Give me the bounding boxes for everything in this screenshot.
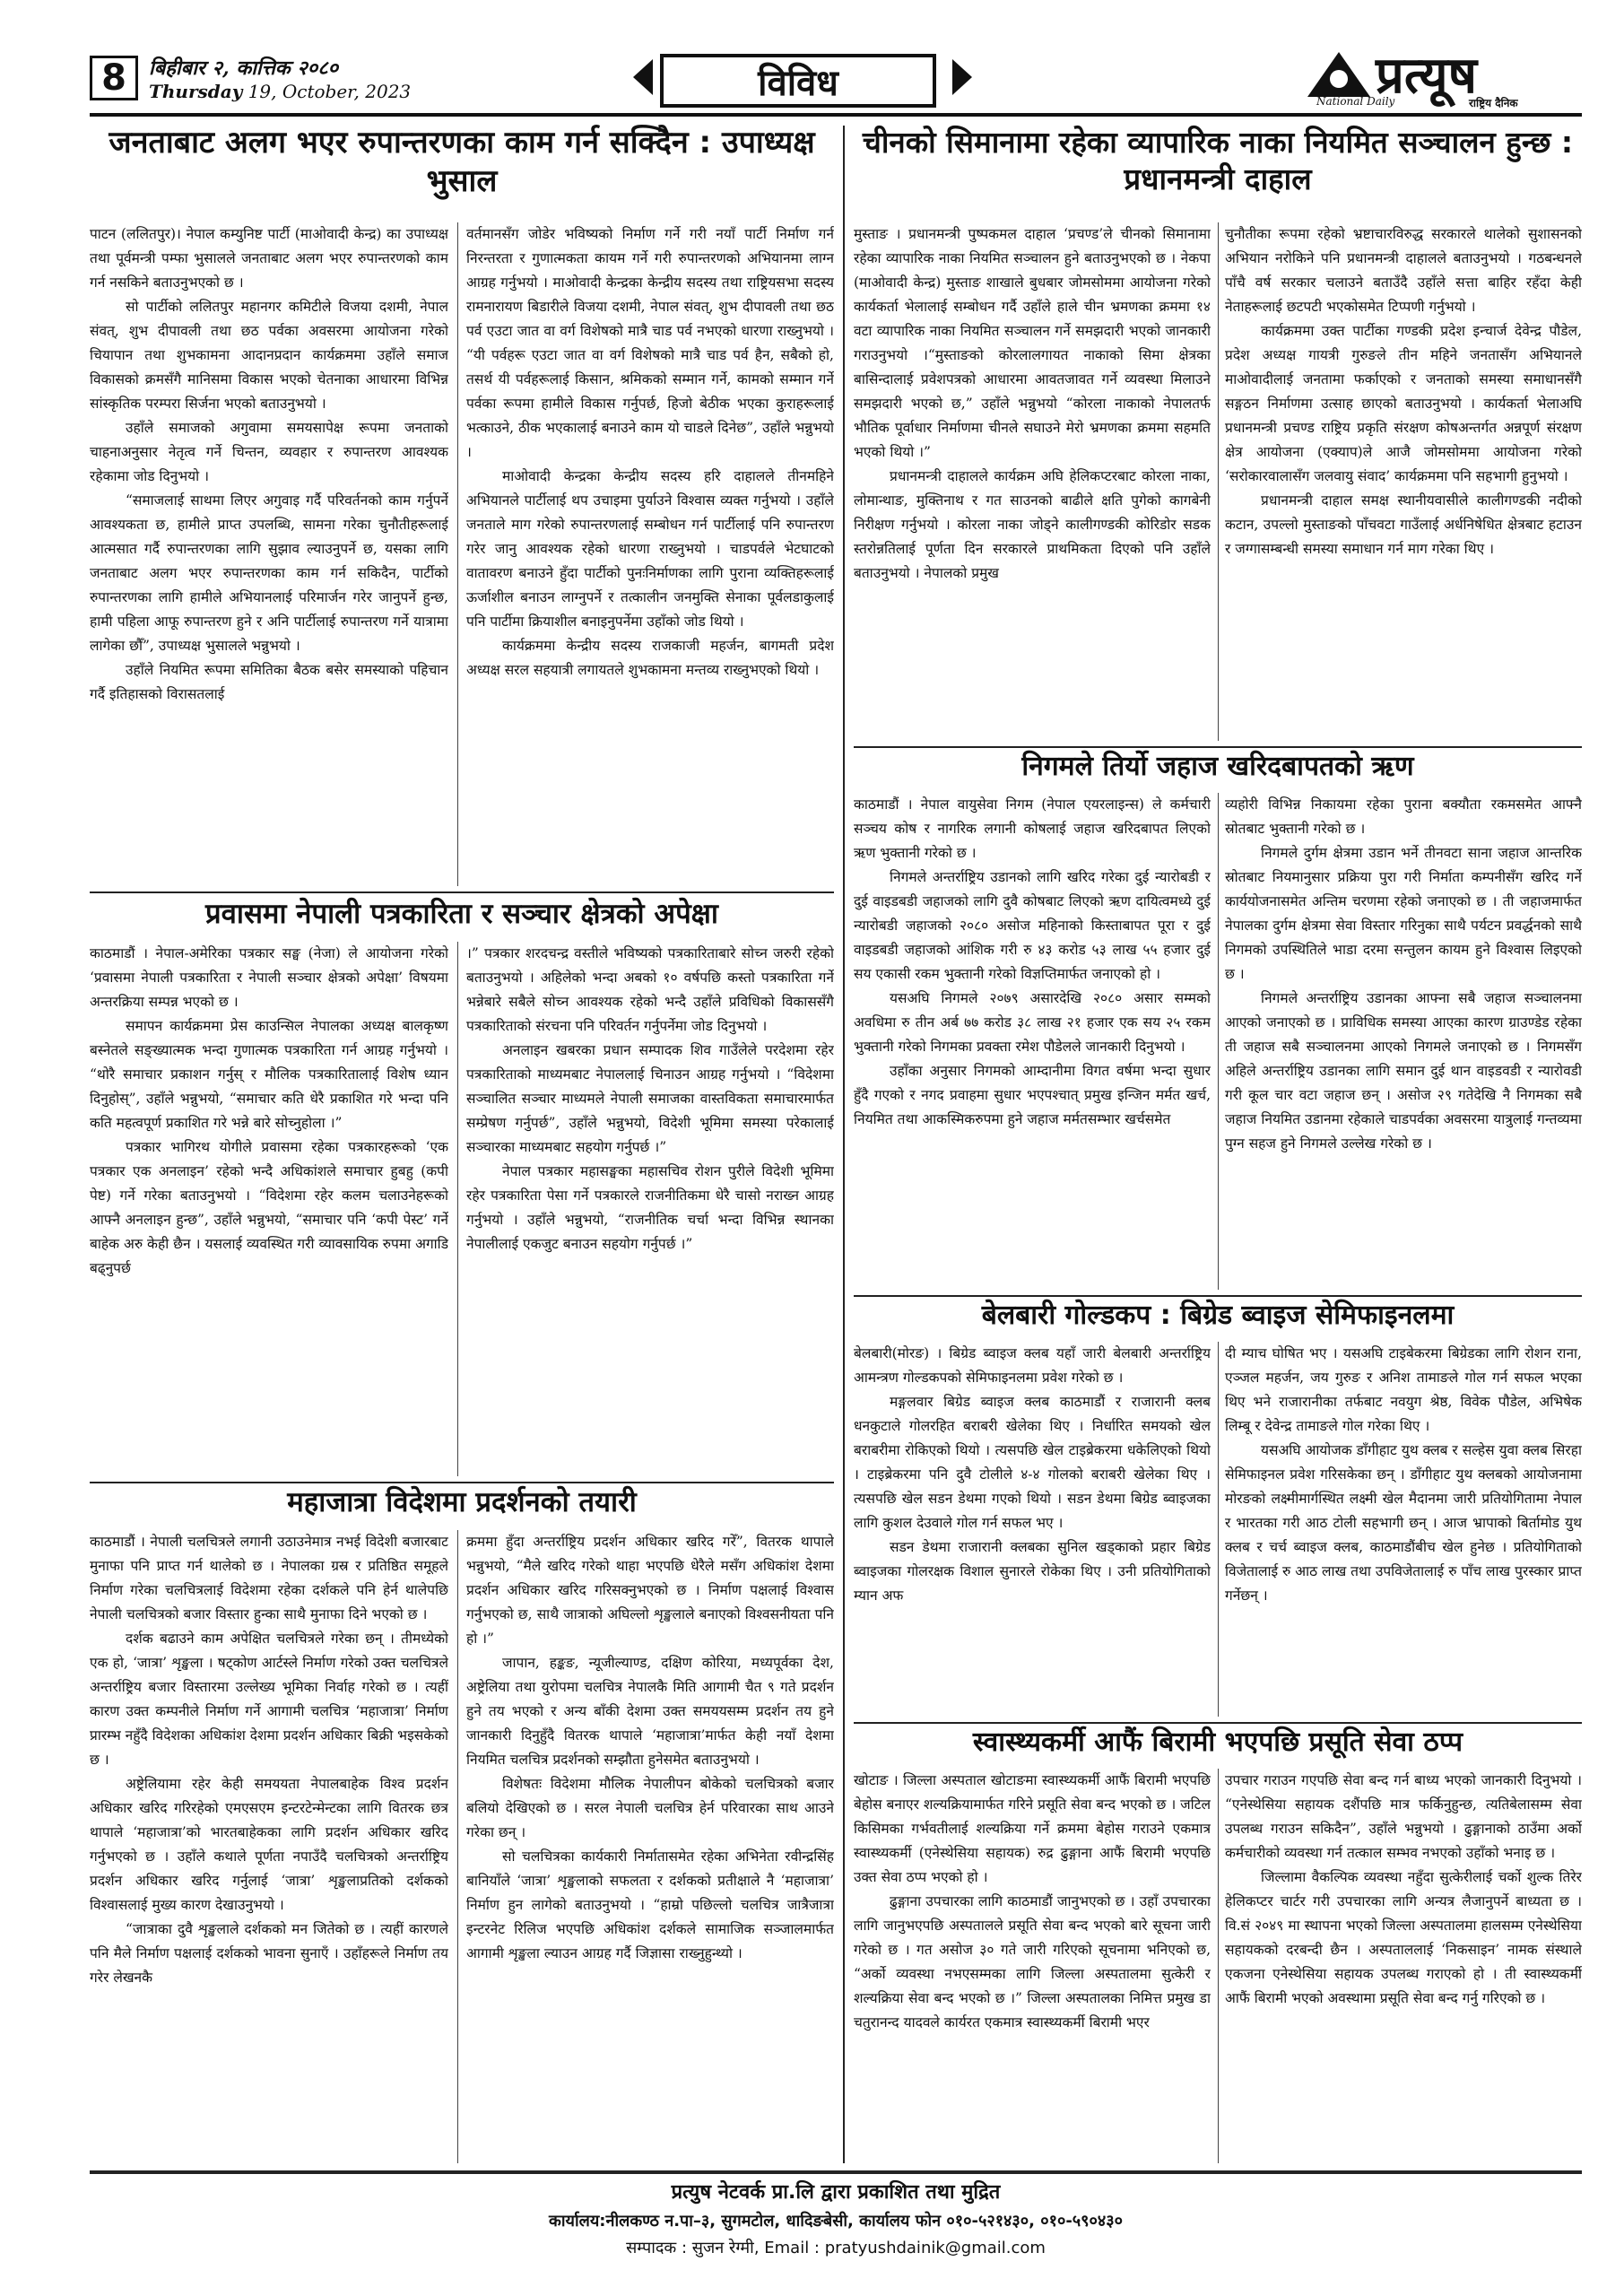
footer-publisher: प्रत्युष नेटवर्क प्रा.लि द्वारा प्रकाशित तथा मुद्रित [671,2181,1001,2204]
article-3-headline: महाजात्रा विदेशमा प्रदर्शनको तयारी [287,1486,637,1518]
article-5-headline-box [854,750,1582,784]
header-rule [90,113,1582,117]
article-7-headline-box [854,1726,1582,1760]
paragraph: दी म्याच घोषित भए । यसअघि टाइबेकरमा बिग्रेडका लागि रोशन राना, एञ्जल महर्जन, जय गुरुङ र अनिश तामाङले गोल गर्न सफल भएका थिए भने राजारानीका तर्फबाट नवयुग श्रेष्ठ, विवेक पौडेल, अभिषेक लिम्बू र देवेन्द्र तामाङले गोल गरेका थिए । [1225,1345,1582,1434]
paragraph: अनलाइन खबरका प्रधान सम्पादक शिव गाउँलेले परदेशमा रहेर पत्रकारिताको माध्यमबाट नेपाललाई चिनाउन आग्रह गर्नुभयो । “विदेशमा सञ्चालित सञ्चार माध्यमले नेपाली समाजका वास्तविकता समाचारमार्फत सम्प्रेषण गर्नुपर्छ”, उहाँले भन्नुभयो, विदेशी भूमिमा समस्या परेकालाई सञ्चारका माध्यमबाट सहयोग गर्नुपर्छ ।” [466,1042,834,1155]
column-divider [457,1530,458,2163]
page-number: 8 [90,56,138,100]
article-3-column-1 [90,1530,448,2165]
column-divider [1218,1769,1219,2163]
date-nepali: बिहीबार २, कात्तिक २०८० [149,57,339,80]
paragraph: क्रममा हुँदा अन्तर्राष्ट्रिय प्रदर्शन अधिकार खरिद गरेँ”, वितरक थापाले भन्नुभयो, “मैले खरिद गरेको थाहा भएपछि धेरैले मसँग अधिकांश देशमा प्रदर्शन अधिकार खरिद गरिसक्नुभएको छ । निर्माण पक्षलाई विश्वास गर्नुभएको छ, साथै जात्राको अघिल्लो शृङ्खलाले बनाएको विश्वसनीयता पनि हो ।” [466,1534,834,1647]
article-divider [854,746,1582,748]
article-1-column-2 [466,222,834,888]
paragraph: पाटन (ललितपुर)। नेपाल कम्युनिष्ट पार्टी (माओवादी केन्द्र) का उपाध्यक्ष तथा पूर्वमन्त्री पम्फा भुसालले जनताबाट अलग भएर रुपान्तरणको काम गर्न नसकिने बताउनुभएको छ । [90,226,448,291]
paragraph: जापान, हङ्कङ, न्यूजील्याण्ड, दक्षिण कोरिया, मध्यपूर्वका देश, अष्ट्रेलिया तथा युरोपमा चलचित्र नेपालकै मिति आगामी चैत ९ गते प्रदर्शन हुने तय भएको र अन्य बाँकी देशमा उक्त समययसम्म प्रदर्शन तय हुने जानकारी दिनुहुँदै वितरक थापाले ‘महाजात्रा’मार्फत केही नयाँ देशमा नियमित चलचित्र प्रदर्शनको सम्झौता हुनेसमेत बताउनुभयो । [466,1655,834,1768]
paragraph: प्रधानमन्त्री दाहालले कार्यक्रम अघि हेलिकप्टरबाट कोरला नाका, लोमान्थाङ, मुक्तिनाथ र गत साउनको बाढीले क्षति पुगेको कागबेनी निरीक्षण गर्नुभयो । कोरला नाका जोड्ने कालीगण्डकी कोरिडोर सडक स्तरोन्नतिलाई पूर्णता दिन सरकारले प्राथमिकता दिएको पनि उहाँले बताउनुभयो । नेपालको प्रमुख [854,468,1211,581]
article-5-column-2 [1225,793,1582,1292]
article-4-headline: चीनको सिमानामा रहेका व्यापारिक नाका नियमित सञ्चालन हुन्छ : प्रधानमन्त्री दाहाल [862,125,1574,197]
article-2-headline: प्रवासमा नेपाली पत्रकारिता र सञ्चार क्षेत्रको अपेक्षा [205,898,718,930]
column-divider [457,942,458,1476]
paragraph: अष्ट्रेलियामा रहेर केही समययता नेपालबाहेक विश्व प्रदर्शन अधिकार खरिद गरिरहेको एमएसएम इन्टरटेन्मेन्टका लागि वितरक छत्र थापाले ‘महाजात्रा’को भारतबाहेकका लागि प्रदर्शन अधिकार खरिद गर्नुभएको छ । उहाँले कथाले पूर्णता नपाउँदै चलचित्रको अन्तर्राष्ट्रिय प्रदर्शन अधिकार खरिद गर्नुलाई ‘जात्रा’ शृङ्खलाप्रतिको दर्शकको विश्वासलाई मुख्य कारण देखाउनुभयो । [90,1776,448,1913]
section-title: विविध [660,54,936,108]
article-5-headline: निगमले तिर्यो जहाज खरिदबापतको ऋण [1021,751,1414,782]
paragraph: समापन कार्यक्रममा प्रेस काउन्सिल नेपालका अध्यक्ष बालकृष्ण बस्नेतले सङ्ख्यात्मक भन्दा गुणात्मक पत्रकारिता गर्न आग्रह गर्नुभयो । “थोरै समाचार प्रकाशन गर्नुस् र मौलिक पत्रकारितालाई विशेष ध्यान दिनुहोस्”, उहाँले भन्नुभयो, “समाचार कति धेरै प्रकाशित गरे भन्दा पनि कति महत्वपूर्ण प्रकाशित गरे भन्ने बारे सोच्नुहोला ।” [90,1018,448,1131]
article-2-headline-box [90,897,834,932]
paragraph: मङ्गलवार बिग्रेड ब्वाइज क्लब काठमाडौं र राजारानी क्लब धनकुटाले गोलरहित बराबरी खेलेका थिए । निर्धारित समयको खेल बराबरीमा रोकिएको थियो । त्यसपछि खेल टाइब्रेकरमा धकेलिएको थियो । टाइब्रेकरमा पनि दुवै टोलीले ४-४ गोलको बराबरी खेलेका थिए । त्यसपछि खेल सडन डेथमा गएको थियो । सडन डेथमा बिग्रेड ब्वाइजका लागि कुशल देउवाले गोल गर्न सफल भए । [854,1394,1211,1531]
footer-editor: सम्पादक : सुजन रेग्मी, Email : pratyushdainik@gmail.com [626,2239,1046,2257]
day-english: Thursday [149,81,243,102]
article-6-column-2 [1225,1342,1582,1718]
article-1-headline: जनताबाट अलग भएर रुपान्तरणका काम गर्न सक्दिैन : उपाध्यक्ष भुसाल [109,125,815,199]
paragraph: निगमले अन्तर्राष्ट्रिय उडानको लागि खरिद गरेका दुई न्यारोबडी र दुई वाइडबडी जहाजको लागि दुवै कोषबाट लिएको ऋण दायित्वमध्ये दुई न्यारोबडी जहाजको २०८० असोज महिनाको किस्ताबापत पूरा र दुई वाइडबडी जहाजको आंशिक गरी रु ४३ करोड ५३ लाख ५५ हजार दुई सय एकासी रकम भुक्तानी गरेको विज्ञप्तिमार्फत जनाएको हो । [854,869,1211,982]
article-4-column-2 [1225,222,1582,743]
article-4-column-1 [854,222,1211,743]
article-3-headline-box [90,1485,834,1520]
paragraph: मुस्ताङ । प्रधानमन्त्री पुष्पकमल दाहाल ‘प्रचण्ड’ले चीनको सिमानामा रहेका व्यापारिक नाका नियमित सञ्चालन हुने बताउनुभएको छ । नेकपा (माओवादी केन्द्र) मुस्ताङ शाखाले बुधबार जोमसोममा आयोजना गरेको कार्यकर्ता भेलालाई सम्बोधन गर्दै उहाँले हाले चीन भ्रमणका क्रममा १४ वटा व्यापारिक नाका नियमित सञ्चालन गर्ने समझदारी भएको जानकारी गराउनुभयो ।“मुस्ताङको कोरलालगायत नाकाको सिमा क्षेत्रका बासिन्दालाई प्रवेशपत्रको आधारमा आवतजावत गर्ने व्यवस्था मिलाउने समझदारी भएको छ,” उहाँले भन्नुभयो “कोरला नाकाको नेपालतर्फ भौतिक पूर्वाधार निर्माणमा चीनले सघाउने मेरो भ्रमणका क्रममा सहमति भएको थियो ।” [854,226,1211,460]
paragraph: निगमले अन्तर्राष्ट्रिय उडानका आफ्ना सबै जहाज सञ्चालनमा आएको जनाएको छ । प्राविधिक समस्या आएका कारण ग्राउण्डेड रहेका ती जहाज सबै सञ्चालनमा आएको निगमले जनाएको छ । निगमसँग अहिले अन्तर्राष्ट्रिय उडानका लागि समान दुई थान वाइडवडी र न्यारोवडी गरी कूल चार वटा जहाज छन् । असोज २९ गतेदेखि नै निगमका सबै जहाज नियमित उडानमा रहेकाले चाडपर्वका अवसरमा यात्रुलाई गन्तव्यमा पुग्न सहज हुने निगमले उल्लेख गरेको छ । [1225,990,1582,1152]
article-4-headline-box [854,124,1582,198]
article-divider [854,1295,1582,1297]
newspaper-logo [1298,43,1582,109]
paragraph: नेपाल पत्रकार महासङ्घका महासचिव रोशन पुरीले विदेशी भूमिमा रहेर पत्रकारिता पेसा गर्ने पत्रकारले राजनीतिकमा धेरै चासो नराख्न आग्रह गर्नुभयो । उहाँले भन्नुभयो, “राजनीतिक चर्चा भन्दा विभिन्न स्थानका नेपालीलाई एकजुट बनाउन सहयोग गर्नुपर्छ ।” [466,1163,834,1252]
date-english-value: 19, October, 2023 [248,81,412,102]
paragraph: ।” पत्रकार शरदचन्द्र वस्तीले भविष्यको पत्रकारिताबारे सोच्न जरुरी रहेको बताउनुभयो । अहिलेको भन्दा अबको १० वर्षपछि कस्तो पत्रकारिता गर्ने भन्नेबारे सबैले सोच्न आवश्यक रहेको भन्दै उहाँले प्रविधिको विकाससँगै पत्रकारिताको संरचना पनि परिवर्तन गर्नुपर्नेमा जोड दिनुभयो । [466,945,834,1034]
paragraph: निगमले दुर्गम क्षेत्रमा उडान भर्ने तीनवटा साना जहाज आन्तरिक स्रोतबाट नियमानुसार प्रक्रिया पुरा गरी निर्माता कम्पनीसँग खरिद गर्ने कार्ययोजनासमेत अन्तिम चरणमा रहेको जनाएको छ । ती जहाजमार्फत नेपालका दुर्गम क्षेत्रमा सेवा विस्तार गरिनुका साथै पर्यटन प्रवर्द्धनको साथै निगमको उपस्थितिले भाडा दरमा सन्तुलन कायम हुने विश्वास लिइएको छ । [1225,845,1582,982]
logo-text: प्रत्यूष [1376,47,1477,105]
article-6-headline: बेलबारी गोल्डकप : बिग्रेड ब्वाइज सेमिफाइनलमा [981,1300,1455,1331]
article-6-column-1 [854,1342,1211,1718]
logo-subtitle-en: National Daily [1316,95,1395,108]
paragraph: यसअघि निगमले २०७९ असारदेखि २०८० असार सम्मको अवधिमा रु तीन अर्ब ७७ करोड ३८ लाख २१ हजार एक सय २५ रकम भुक्तानी गरेको निगमका प्रवक्ता रमेश पौडेलले जानकारी दिनुभयो । [854,990,1211,1055]
footer-office: कार्यालय:नीलकण्ठ न.पा–३, सुगमटोल, धादिङबेसी, कार्यालय फोन ०१०-५२१४३०, ०१०-५९०४३० [549,2212,1123,2231]
paragraph: काठमाडौं । नेपाली चलचित्रले लगानी उठाउनेमात्र नभई विदेशी बजारबाट मुनाफा पनि प्राप्त गर्न थालेको छ । नेपालका ग्रस्र र प्रतिष्ठित समूहले निर्माण गरेका चलचित्रलाई विदेशमा रहेका दर्शकले पनि हेर्न थालेपछि नेपाली चलचित्रको बजार विस्तार हुन्का साथै मुनाफा दिने भएको छ । [90,1534,448,1622]
paragraph: कार्यक्रममा केन्द्रीय सदस्य राजकाजी महर्जन, बागमती प्रदेश अध्यक्ष सरल सहयात्री लगायतले शुभकामना मन्तव्य राख्नुभएको थियो । [466,638,834,678]
article-6-headline-box [854,1299,1582,1333]
paragraph: सो चलचित्रका कार्यकारी निर्मातासमेत रहेका अभिनेता रवीन्द्रसिंह बानियाँले ‘जात्रा’ शृङ्खलाको सफलता र दर्शकको प्रतीक्षाले नै ‘महाजात्रा’ निर्माण हुन लागेको बताउनुभयो । “हाम्रो पछिल्लो चलचित्र जात्रैजात्रा इन्टरनेट रिलिज भएपछि अधिकांश दर्शकले सामाजिक सञ्जालमार्फत आगामी शृङ्खला ल्याउन आग्रह गर्दै जिज्ञासा राख्नुहुन्थ्यो । [466,1848,834,1961]
column-divider [1218,1342,1219,1717]
paragraph: उहाँले समाजको अगुवामा समयसापेक्ष रूपमा जनताको चाहनाअनुसार नेतृत्व गर्ने चिन्तन, व्यवहार र रुपान्तरण आवश्यक रहेकामा जोड दिनुभयो । [90,420,448,484]
paragraph: सडन डेथमा राजारानी क्लबका सुनिल खड्काको प्रहार बिग्रेड ब्वाइजका गोलरक्षक विशाल सुनारले रोकेका थिए । उनी प्रतियोगिताको म्यान अफ [854,1539,1211,1604]
paragraph: खोटाङ । जिल्ला अस्पताल खोटाङमा स्वास्थ्यकर्मी आफैं बिरामी भएपछि बेहोस बनाएर शल्यक्रियामार्फत गरिने प्रसूति सेवा बन्द भएको छ । जटिल किसिमका गर्भवतीलाई शल्यक्रिया गर्ने क्रममा बेहोस गराउने एकमात्र स्वास्थ्यकर्मी (एनेस्थेसिया सहायक) रुद्र ढुङ्गाना आफैं बिरामी भएपछि उक्त सेवा ठप्प भएको हो । [854,1772,1211,1885]
column-divider [1218,222,1219,741]
article-7-column-1 [854,1769,1211,2165]
paragraph: दर्शक बढाउने काम अपेक्षित चलचित्रले गरेका छन् । तीमध्येको एक हो, ‘जात्रा’ शृङ्खला । षट्कोण आर्टस्ले निर्माण गरेको उक्त चलचित्रले अन्तर्राष्ट्रिय बजार विस्तारमा उल्लेख्य भूमिका निर्वाह गरेको छ । त्यहीं कारण उक्त कम्पनीले निर्माण गर्ने आगामी चलचित्र ‘महाजात्रा’ निर्माण प्रारम्भ नहुँदै विदेशका अधिकांश देशमा प्रदर्शन अधिकार बिक्री भइसकेको छ । [90,1631,448,1768]
paragraph: काठमाडौं । नेपाल-अमेरिका पत्रकार सङ्घ (नेजा) ले आयोजना गरेको ‘प्रवासमा नेपाली पत्रकारिता र नेपाली सञ्चार क्षेत्रको अपेक्षा’ विषयमा अन्तरक्रिया सम्पन्न भएको छ । [90,945,448,1010]
paragraph: पत्रकार भागिरथ योगीले प्रवासमा रहेका पत्रकारहरूको ‘एक पत्रकार एक अनलाइन’ रहेको भन्दै अधिकांशले समाचार हुबहु (कपी पेष्ट) गर्ने गरेका बताउनुभयो । “विदेशमा रहेर कलम चलाउनेहरूको आफ्नै अनलाइन हुन्छ”, उहाँले भन्नुभयो, “समाचार पनि ‘कपी पेस्ट’ गर्ने बाहेक अरु केही छैन । यसलाई व्यवस्थित गरी व्यावसायिक रुपमा अगाडि बढ्नुपर्छ [90,1139,448,1276]
article-divider [90,1482,834,1483]
paragraph: सो पार्टीको ललितपुर महानगर कमिटीले विजया दशमी, नेपाल संवत्, शुभ दीपावली तथा छठ पर्वका अवसरमा आयोजना गरेको चियापान तथा शुभकामना आदानप्रदान कार्यक्रममा उहाँले समाज विकासको क्रमसँगै मानिसमा विकास भएको चेतनाका आधारमा विभिन्न सांस्कृतिक परम्परा सिर्जना भएको बताउनुभयो । [90,299,448,412]
article-2-column-1 [90,942,448,1478]
paragraph: कार्यक्रममा उक्त पार्टीका गण्डकी प्रदेश इन्चार्ज देवेन्द्र पौडेल, प्रदेश अध्यक्ष गायत्री गुरुङले तीन महिने जनतासँग अभियानले माओवादीलाई जनतामा फर्काएको र जनताको समस्या समाधानसँगै सङ्गठन निर्माणमा उत्साह छाएको बताउनुभयो । कार्यकर्ता भेलाअघि प्रधानमन्त्री प्रचण्ड राष्ट्रिय प्रकृति संरक्षण कोषअन्तर्गत अन्नपूर्ण संरक्षण क्षेत्र आयोजना (एक्याप)ले आजै जोमसोममा आयोजना गरेको ‘सरोकारवालासँग जलवायु संवाद’ कार्यक्रममा पनि सहभागी हुनुभयो । [1225,323,1582,484]
arrow-right-icon [952,59,972,95]
article-1-headline-box [90,124,834,200]
paragraph: प्रधानमन्त्री दाहाल समक्ष स्थानीयवासीले कालीगण्डकी नदीको कटान, उपल्लो मुस्ताङको पाँचवटा गाउँलाई अर्धनिषेधित क्षेत्रबाट हटाउन र जग्गासम्बन्धी समस्या समाधान गर्न माग गरेका थिए । [1225,492,1582,557]
paragraph: जिल्लामा वैकल्पिक व्यवस्था नहुँदा सुत्केरीलाई चर्को शुल्क तिरेर हेलिकप्टर चार्टर गरी उपचारका लागि अन्यत्र लैजानुपर्ने बाध्यता छ । वि.सं २०४९ मा स्थापना भएको जिल्ला अस्पतालमा हालसम्म एनेस्थेसिया सहायकको दरबन्दी छैन । अस्पताललाई ‘निकसाइन’ नामक संस्थाले एकजना एनेस्थेसिया सहायक उपलब्ध गराएको हो । ती स्वास्थ्यकर्मी आफैं बिरामी भएको अवस्थामा प्रसूति सेवा बन्द गर्नु गरिएको छ । [1225,1869,1582,2006]
paragraph: उहाँका अनुसार निगमको आम्दानीमा विगत वर्षमा भन्दा सुधार हुँदै गएको र नगद प्रवाहमा सुधार भएपश्चात् प्रमुख इन्जिन मर्मत खर्च, नियमित तथा आकस्मिकरुपमा हुने जहाज मर्मतसम्भार खर्चसमेत [854,1063,1211,1127]
paragraph: यसअघि आयोजक डाँगीहाट युथ क्लब र सल्हेस युवा क्लब सिरहा सेमिफाइनल प्रवेश गरिसकेका छन् । डाँगीहाट युथ क्लबको आयोजनामा मोरङको लक्ष्मीमार्गस्थित लक्ष्मी खेल मैदानमा जारी प्रतियोगितामा नेपाल र भारतका गरी आठ टोली सहभागी छन् । आज भ्रापाको बिर्तामोड युथ क्लब र चर्च ब्वाइज क्लब, काठमाडौंबीच खेल हुनेछ । प्रतियोगिताको विजेतालाई रु आठ लाख तथा उपविजेतालाई रु पाँच लाख पुरस्कार प्राप्त गर्नेछन् । [1225,1442,1582,1604]
article-1-column-1 [90,222,448,888]
article-divider [90,891,834,893]
paragraph: व्यहोरी विभिन्न निकायमा रहेका पुराना बक्यौता रकमसमेत आफ्नै स्रोतबाट भुक्तानी गरेको छ । [1225,796,1582,837]
paragraph: चुनौतीका रूपमा रहेको भ्रष्टाचारविरुद्ध सरकारले थालेको सुशासनको अभियान नरोकिने पनि प्रधानमन्त्री दाहालले बताउनुभयो । गठबन्धनले पाँचै वर्ष सरकार चलाउने बताउँदै उहाँले सत्ता बाहिर रहँदा केही नेताहरूलाई छटपटी भएकोसमेत टिप्पणी गर्नुभयो । [1225,226,1582,315]
paragraph: वर्तमानसँग जोडेर भविष्यको निर्माण गर्ने गरी नयाँ पार्टी निर्माण गर्न निरन्तरता र गुणात्मकता कायम गर्ने गरी रुपान्तरणको अभियानमा लाग्न आग्रह गर्नुभयो । माओवादी केन्द्रका केन्द्रीय सदस्य तथा राष्ट्रियसभा सदस्य रामनारायण बिडारीले विजया दशमी, नेपाल संवत्, शुभ दीपावली तथा छठ पर्व एउटा जात वा वर्ग विशेषको मात्रै चाड पर्व नभएको धारणा राख्नुभयो । “यी पर्वहरू एउटा जात वा वर्ग विशेषको मात्रै चाड पर्व हैन, सबैको हो, तसर्थ यी पर्वहरूलाई किसान, श्रमिकको सम्मान गर्ने, कामको सम्मान गर्ने पर्वका रूपमा हामीले विकास गर्नुपर्छ, हिजो बेठीक भएका कुराहरूलाई भत्काउने, ठीक भएकालाई बनाउने काम यो चाडले दिनेछ”, उहाँले भन्नुभयो । [466,226,834,460]
column-divider [457,222,458,886]
paragraph: “समाजलाई साथमा लिएर अगुवाइ गर्दै परिवर्तनको काम गर्नुपर्ने आवश्यकता छ, हामीले प्राप्त उपलब्धि, सामना गरेका चुनौतीहरूलाई आत्मसात गर्दै रुपान्तरणका लागि सुझाव ल्याउनुपर्ने छ, यसका लागि जनताबाट अलग भएर रुपान्तरणका काम गर्न सकिदैन, पार्टीको रुपान्तरणका लागि हामीले अभियानलाई परिमार्जन गरेर जानुपर्ने हुन्छ, हामी पहिला आफू रुपान्तरण हुने र अनि पार्टीलाई रुपान्तरण गर्ने यात्रामा लागेका छौँ”, उपाध्यक्ष भुसालले भन्नुभयो । [90,492,448,654]
arrow-left-icon [633,59,653,95]
paragraph: बेलबारी(मोरङ) । बिग्रेड ब्वाइज क्लब यहाँ जारी बेलबारी अन्तर्राष्ट्रिय आमन्त्रण गोल्डकपको सेमिफाइनलमा प्रवेश गरेको छ । [854,1345,1211,1386]
footer-rule [90,2170,1582,2174]
paragraph: माओवादी केन्द्रका केन्द्रीय सदस्य हरि दाहालले तीनमहिने अभियानले पार्टीलाई थप उचाइमा पुर्याउने विश्वास व्यक्त गर्नुभयो । उहाँले जनताले माग गरेको रुपान्तरणलाई सम्बोधन गर्न पार्टीलाई पनि रुपान्तरण गरेर जानु आवश्यक रहेको धारणा राख्नुभयो । चाडपर्वले भेटघाटको वातावरण बनाउने हुँदा पार्टीको पुनःनिर्माणका लागि पुराना व्यक्तिहरूलाई ऊर्जाशील बनाउन लाग्नुपर्ने र तत्कालीन जनमुक्ति सेनाका पूर्वलडाकुलाई पनि पार्टीमा क्रियाशील बनाइनुपर्नेमा उहाँको जोड थियो । [466,468,834,630]
paragraph: ढुङ्गाना उपचारका लागि काठमाडौं जानुभएको छ । उहाँ उपचारका लागि जानुभएपछि अस्पतालले प्रसूति सेवा बन्द भएको बारे सूचना जारी गरेको छ । गत असोज ३० गते जारी गरिएको सूचनामा भनिएको छ, “अर्को व्यवस्था नभएसम्मका लागि जिल्ला अस्पतालमा सुत्केरी र शल्यक्रिया सेवा बन्द भएको छ ।” जिल्ला अस्पतालका निमित्त प्रमुख डा चतुरानन्द यादवले कार्यरत एकमात्र स्वास्थ्यकर्मी बिरामी भएर [854,1893,1211,2031]
logo-subtitle-np: राष्ट्रिय दैनिक [1469,97,1518,109]
article-3-column-2 [466,1530,834,2165]
paragraph: काठमाडौं । नेपाल वायुसेवा निगम (नेपाल एयरलाइन्स) ले कर्मचारी सञ्चय कोष र नागरिक लगानी कोषलाई जहाज खरिदबापत लिएको ऋण भुक्तानी गरेको छ । [854,796,1211,861]
paragraph: विशेषतः विदेशमा मौलिक नेपालीपन बोकेको चलचित्रको बजार बलियो देखिएको छ । सरल नेपाली चलचित्र हेर्न परिवारका साथ आउने गरेका छन् । [466,1776,834,1840]
article-2-column-2 [466,942,834,1478]
article-5-column-1 [854,793,1211,1292]
article-7-column-2 [1225,1769,1582,2165]
paragraph: उहाँले नियमित रूपमा समितिका बैठक बसेर समस्याको पहिचान गर्दै इतिहासको विरासतलाई [90,662,448,702]
date-english [149,81,411,102]
paragraph: “जात्राका दुवै शृङ्खलाले दर्शकको मन जितेको छ । त्यहीं कारणले पनि मैले निर्माण पक्षलाई दर्शकको भावना सुनाएँ । उहाँहरूले निर्माण तय गरेर लेखनकै [90,1921,448,1986]
paragraph: उपचार गराउन गएपछि सेवा बन्द गर्न बाध्य भएको जानकारी दिनुभयो । “एनेस्थेसिया सहायक दशैंपछि मात्र फर्किनुहुन्छ, त्यतिबेलासम्म सेवा उपलब्ध गराउन सकिदैन”, उहाँले भन्नुभयो । ढुङ्गानाको ठाउँमा अर्को कर्मचारीको व्यवस्था गर्न तत्काल सम्भव नभएको उहाँको भनाइ छ । [1225,1772,1582,1861]
page-center-divider [843,126,845,2163]
article-7-headline: स्वास्थ्यकर्मी आफैं बिरामी भएपछि प्रसूति सेवा ठप्प [972,1726,1463,1758]
article-divider [854,1722,1582,1724]
column-divider [1218,793,1219,1290]
